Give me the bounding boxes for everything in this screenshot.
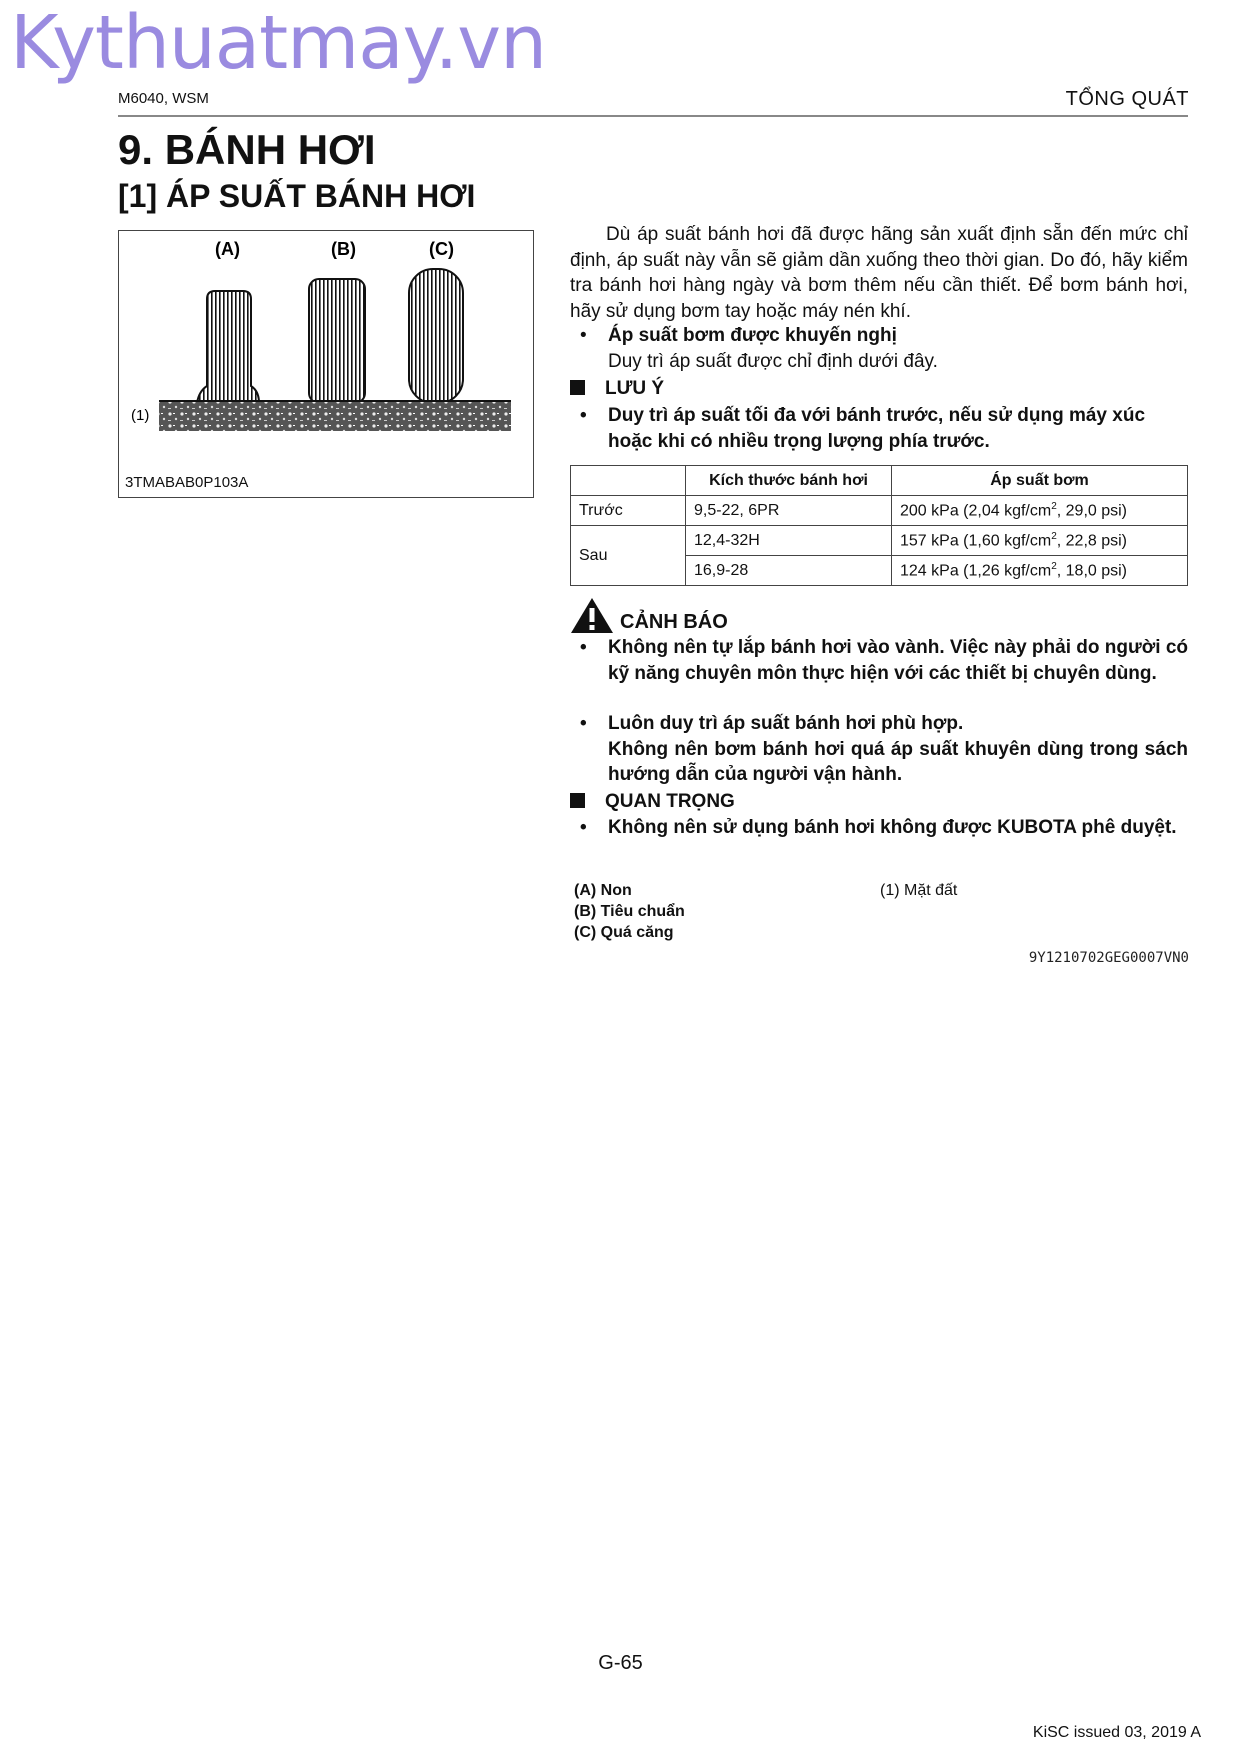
bullet-glyph: • [580, 637, 587, 658]
bullet-glyph: • [580, 817, 587, 838]
tire-standard [309, 279, 365, 403]
recommend-title: Áp suất bơm được khuyến nghị [608, 325, 897, 346]
section-title: 9. BÁNH HƠI [118, 126, 376, 173]
figure-code: 3TMABAB0P103A [125, 474, 249, 491]
figure-legend [574, 880, 685, 943]
cell-size: 9,5-22, 6PR [686, 496, 892, 526]
important-bullet [580, 815, 1188, 841]
tire-overinflated [409, 269, 463, 403]
table-row [571, 526, 1188, 556]
table-row [571, 496, 1188, 526]
tire-pressure-table [570, 465, 1188, 586]
watermark: Kythuatmay.vn [10, 0, 547, 86]
important-text: Không nên sử dụng bánh hơi không được KUBOTA phê duyệt. [608, 817, 1177, 838]
cell-size: 12,4-32H [686, 526, 892, 556]
table-header-row [571, 466, 1188, 496]
warning-title: CẢNH BÁO [620, 611, 728, 633]
warning-icon [570, 596, 614, 634]
cell-pressure: 124 kPa (1,26 kgf/$cm^2$, 18,0 psi) [892, 556, 1188, 586]
cell-pressure: 157 kPa (1,60 kgf/$cm^2$, 22,8 psi) [892, 526, 1188, 556]
recommend-text: Duy trì áp suất được chỉ định dưới đây. [608, 350, 938, 372]
legend-a: (A) Non [574, 882, 632, 899]
bullet-glyph: • [580, 325, 587, 346]
legend-c: (C) Quá căng [574, 924, 674, 941]
tire-illustration [119, 231, 535, 499]
warning-bullet-1 [580, 635, 1188, 686]
row-label-front: Trước [571, 496, 686, 526]
col-pressure: Áp suất bơm [892, 466, 1188, 496]
bullet-glyph: • [580, 713, 587, 734]
square-marker [570, 380, 585, 395]
warning-bullet-2 [580, 711, 1188, 788]
warning-heading [570, 596, 728, 634]
ground [159, 401, 511, 431]
bullet-glyph: • [580, 405, 587, 426]
page-number: G-65 [598, 1652, 643, 1674]
document-id: 9Y1210702GEG0007VN0 [1028, 950, 1189, 966]
issue-info: KiSC issued 03, 2019 A [1032, 1724, 1201, 1741]
warning-text-1: Không nên tự lắp bánh hơi vào vành. Việc này phải do người có kỹ năng chuyên môn thực hiện với các thiết bị chuyên dùng. [608, 637, 1188, 684]
header-manual-name: M6040, WSM [118, 90, 209, 107]
note-bullet [580, 403, 1188, 454]
label-b: (B) [331, 239, 356, 259]
legend-ground: (1) Mặt đất [880, 882, 958, 899]
tire-figure [118, 230, 534, 498]
label-ground: (1) [131, 407, 150, 424]
subsection-title: [1] ÁP SUẤT BÁNH HƠI [118, 178, 476, 214]
note-text: Duy trì áp suất tối đa với bánh trước, nếu sử dụng máy xúc hoặc khi có nhiều trọng lượng phía trước. [608, 405, 1146, 452]
cell-pressure: 200 kPa (2,04 kgf/$cm^2$, 29,0 psi) [892, 496, 1188, 526]
header-chapter: TỔNG QUÁT [1065, 88, 1189, 110]
note-heading: LƯU Ý [570, 378, 664, 400]
recommend-bullet [580, 323, 1188, 374]
label-c: (C) [429, 239, 454, 259]
header-rule [118, 115, 1188, 117]
intro-paragraph: Dù áp suất bánh hơi đã được hãng sản xuất định sẵn đến mức chỉ định, áp suất này vẫn sẽ giảm dần xuống theo thời gian. Do đó, hãy kiểm tra bánh hơi hàng ngày và bơm thêm nếu cần thiết. Để bơm bánh hơi, hãy sử dụng bơm tay hoặc máy nén khí. [570, 224, 1188, 322]
col-tire-size: Kích thước bánh hơi [686, 466, 892, 496]
row-label-rear: Sau [571, 526, 686, 586]
warning-text-2b: Không nên bơm bánh hơi quá áp suất khuyên dùng trong sách hướng dẫn của người vận hành. [608, 738, 1188, 785]
cell-size: 16,9-28 [686, 556, 892, 586]
important-heading: QUAN TRỌNG [570, 791, 735, 813]
legend-b: (B) Tiêu chuẩn [574, 903, 685, 920]
square-marker [570, 793, 585, 808]
tire-underinflated [197, 291, 259, 403]
label-a: (A) [215, 239, 240, 259]
warning-text-2a: Luôn duy trì áp suất bánh hơi phù hợp. [608, 713, 964, 734]
